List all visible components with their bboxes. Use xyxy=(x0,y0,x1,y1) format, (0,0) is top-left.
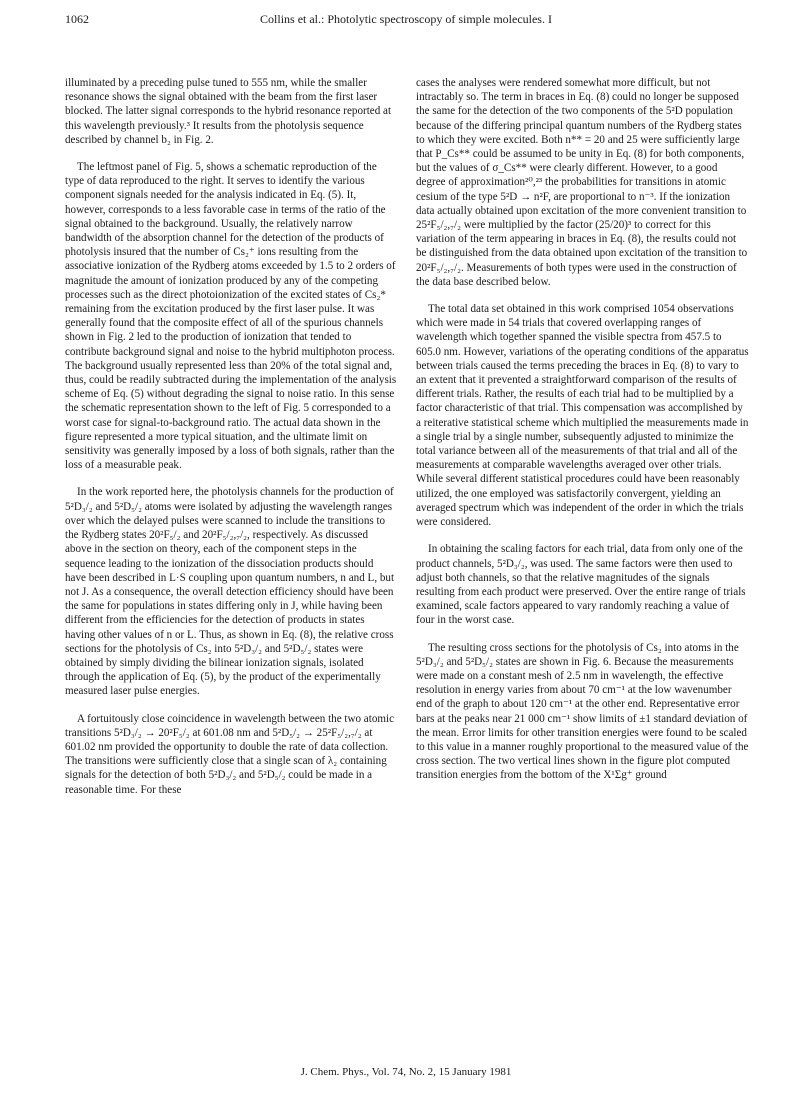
left-paragraph-1: illuminated by a preceding pulse tuned to 555 nm, while the smaller resonance shows the signal obtained with the beam from the first laser blocked. The latter signal corresponds to the hybrid resonance reported at this wavelength previously.³ It results from the photolysis sequence described by channel b₂ in Fig. 2. xyxy=(65,77,392,146)
right-paragraph-1: cases the analyses were rendered somewhat more difficult, but not intractably so. The term in braces in Eq. (8) could no longer be supposed the same for the detection of the two components of the 5²D population because of the differing principal quantum numbers of the Rydberg states to which they were excited. Both n** = 20 and 25 were sufficiently large that P_Cs** could be assumed to be unity in Eq. (8) for both components, but the values of σ_Cs** were clearly different. However, to a good degree of approximation²⁰,²³ the probabilities for transitions in atomic cesium of the type 5²D → n²F, are proportional to n⁻³. If the ionization data actually obtained upon excitation of the more convenient transition to 25²F₅/₂,₇/₂ were multiplied by the factor (25/20)³ to correct for this variation of the term appearing in braces in Eq. (8), the results could not be distinguished from the data obtained upon excitation of the transition to 20²F₅/₂,₇/₂. Measurements of both types were used in the construction of the data base described below. xyxy=(416,77,748,288)
left-column xyxy=(65,76,397,810)
left-paragraph-4: A fortuitously close coincidence in wavelength between the two atomic transitions 5²D₃/₂ → 20²F₅/₂ at 601.08 nm and 5²D₅/₂ → 25²F₅/₂,₇/₂ at 601.02 nm provided the opportunity to double the rate of data collection. The transitions were sufficiently close that a single scan of λ₂ containing signals for the detection of both 5²D₃/₂ and 5²D₅/₂ could be made in a reasonable time. For these xyxy=(65,712,395,796)
running-title: Collins et al.: Photolytic spectroscopy of simple molecules. I xyxy=(260,12,552,26)
page-header xyxy=(0,10,812,30)
page-footer: J. Chem. Phys., Vol. 74, No. 2, 15 January 1981 xyxy=(300,1066,512,1078)
page-number: 1062 xyxy=(65,12,89,26)
right-column xyxy=(416,76,749,796)
right-paragraph-3: In obtaining the scaling factors for each trial, data from only one of the product channels, 5²D₃/₂, was used. The same factors were then used to adjust both channels, so that the relative magnitudes of the signals resulting from each product were preserved. Over the entire range of trials examined, scale factors appeared to vary randomly reaching a value of four in the worst case. xyxy=(416,543,746,627)
left-paragraph-2: The leftmost panel of Fig. 5, shows a schematic reproduction of the type of data reproduced to the right. It serves to identify the various component signals needed for the analysis indicated in Eq. (5). It, however, corresponds to a less favorable case in terms of the ratio of the signal obtained to the background. Usually, the relatively narrow bandwidth of the absorption channel for the detection of the products of photolysis insured that the number of Cs₂⁺ ions resulting from the associative ionization of the Rydberg atoms exceeded by 1.5 to 2 orders of magnitude the amount of ionization produced by any of the competing processes such as the direct photoionization of the excited states of Cs₂* remaining from the excitation produced by the first laser pulse. It was generally found that the composite effect of all of the spurious channels shown in Fig. 2 led to the production of ionization that tended to contribute background signal and noise to the hybrid multiphoton process. The background usually represented less than 20% of the total signal and, thus, could be readily subtracted during the implementation of the analysis scheme of Eq. (5) without degrading the signal to noise ratio. In this sense the schematic representation shown to the left of Fig. 5 corresponded to a worst case for signal-to-background ratio. The actual data shown in the figure represented a more typical situation, and the ultimate limit on sensitivity was generally imposed by a loss of both signals, rather than the loss of a measurable peak. xyxy=(65,161,397,472)
left-paragraph-3: In the work reported here, the photolysis channels for the production of 5²D₃/₂ and 5²D₅/₂ atoms were isolated by adjusting the wavelength ranges over which the delayed pulses were scanned to include the transitions to the Rydberg states 20²F₅/₂ and 20²F₅/₂,₇/₂, respectively. As discussed above in the section on theory, each of the component steps in the sequence leading to the ionization of the dissociation products should have been described in L·S coupling upon quantum numbers, n and L, but not J. As a consequence, the overall detection efficiency should have been the same for populations in states differing only in J, while having been different from the efficiencies for the detection of products in states having other values of n or L. Thus, as shown in Eq. (8), the relative cross sections for the photolysis of Cs₂ into 5²D₃/₂ and 5²D₅/₂ states were obtained by simply dividing the bilinear ionization signals, isolated through the application of Eq. (5), by the product of the experimentally measured laser pulse energies. xyxy=(65,486,395,698)
right-paragraph-2: The total data set obtained in this work comprised 1054 observations which were made in 54 trials that covered overlapping ranges of wavelength which together spanned the visible spectra from 457.5 to 605.0 nm. However, variations of the operating conditions of the apparatus between trials caused the terms preceding the braces in Eq. (8) to vary to an extent that it prevented a straightforward comparison of the results of different trials. Rather, the results of each trial had to be multiplied by a factor characteristic of that trial. This compensation was accomplished by a reiterative statistical scheme which multiplied the measurements made in a single trial by a single number, subsequently adjusted to minimize the total variance between all of the measurements of that trial and all of the measurements at comparable wavelengths averaged over other trials. While several different statistical procedures could have been reasonably utilized, the one employed was satisfactorily convergent, yielding an averaged spectrum which was independent of the order in which the trials were considered. xyxy=(416,303,749,529)
right-paragraph-4: The resulting cross sections for the photolysis of Cs₂ into atoms in the 5²D₃/₂ and 5²D₅/₂ states are shown in Fig. 6. Because the measurements were made on a constant mesh of 2.5 nm in wavelength, the effective resolution in energy varies from about 70 cm⁻¹ at the low wavenumber end of the graph to about 120 cm⁻¹ at the other end. Representative error bars at the peaks near 21 000 cm⁻¹ show limits of ±1 standard deviation of the mean. Error limits for other transition energies were found to be scaled to this value in a manner roughly proportional to the measured value of the cross section. The two vertical lines shown in the figure plot computed transition energies from the bottom of the X¹Σg⁺ ground xyxy=(416,641,749,782)
